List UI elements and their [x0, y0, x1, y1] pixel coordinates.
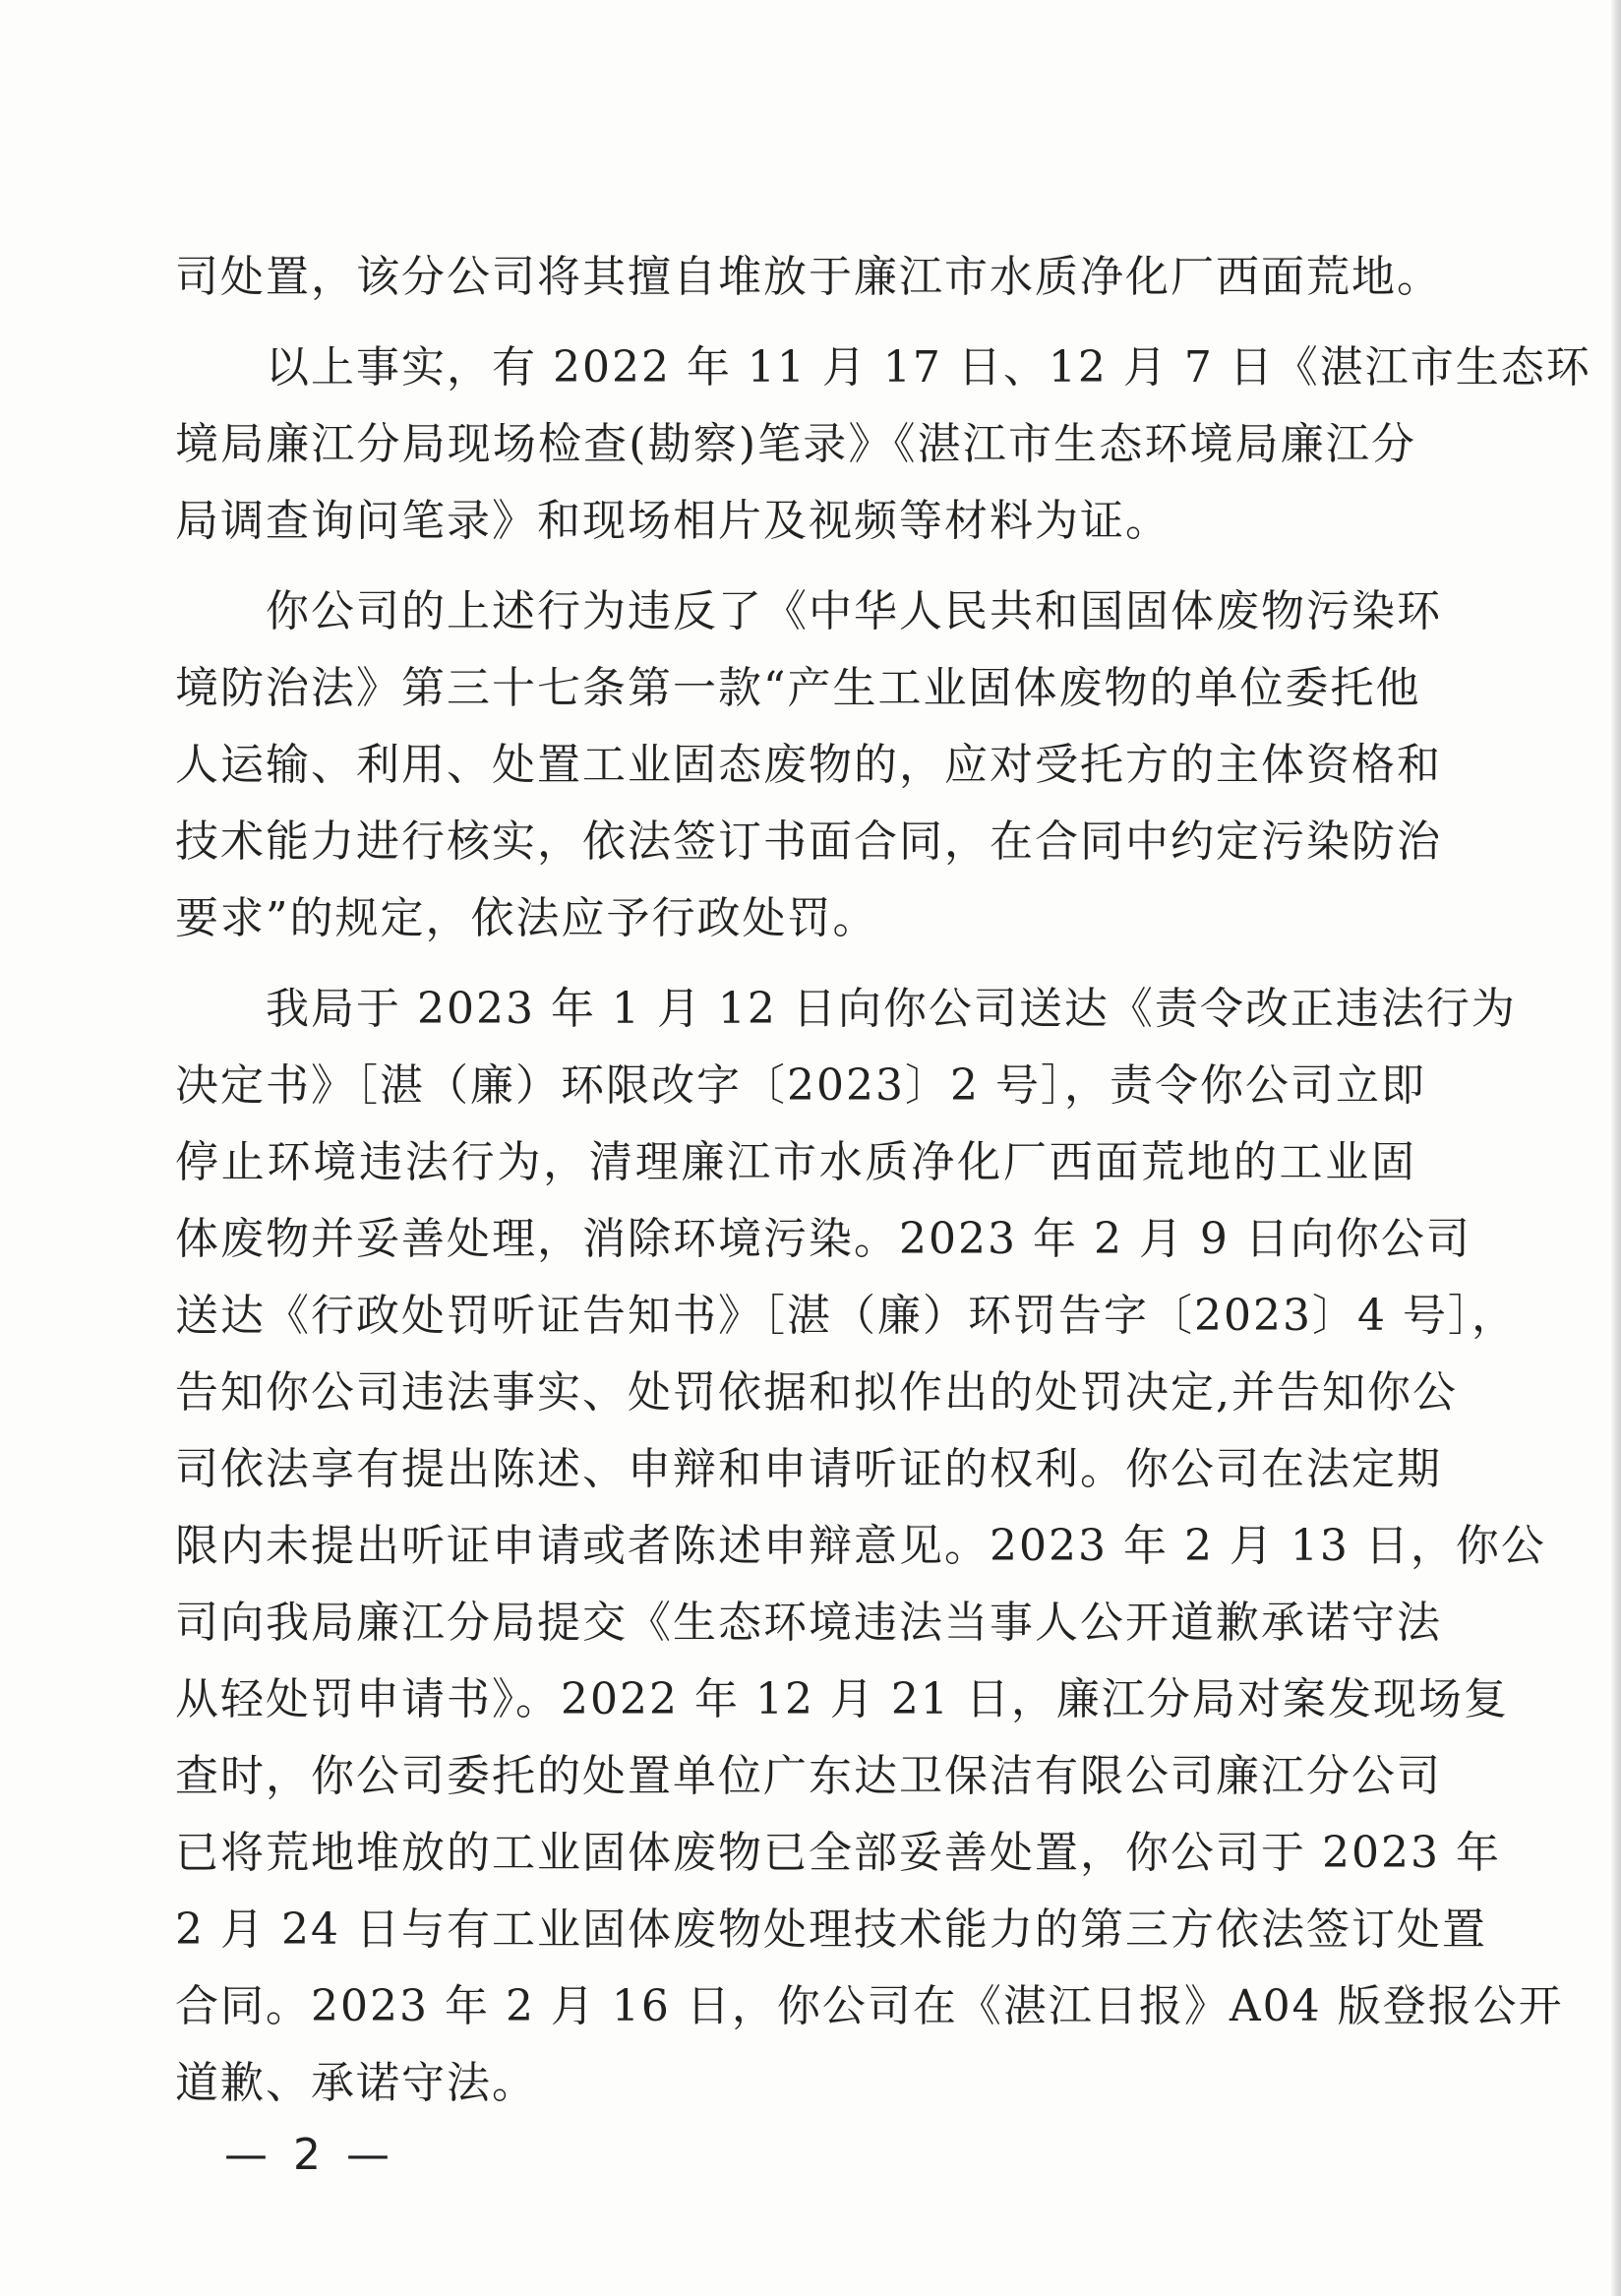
- text-line: 我局于 2023 年 1 月 12 日向你公司送达《责令改正违法行为: [175, 984, 1517, 1034]
- page-number: — 2 —: [224, 2130, 395, 2180]
- text-line: 你公司的上述行为违反了《中华人民共和国固体废物污染环: [175, 586, 1442, 636]
- text-line: 限内未提出听证申请或者陈述申辩意见。2023 年 2 月 13 日，你公: [175, 1521, 1546, 1571]
- text-line: 要求”的规定，依法应予行政处罚。: [175, 893, 878, 943]
- text-line: 司处置，该分公司将其擅自堆放于廉江市水质净化厂西面荒地。: [175, 252, 1442, 302]
- text-line: 告知你公司违法事实、处罚依据和拟作出的处罚决定,并告知你公: [175, 1367, 1458, 1418]
- text-line: 局调查询问笔录》和现场相片及视频等材料为证。: [175, 496, 1171, 546]
- text-line: 决定书》［湛（廉）环限改字〔2023〕2 号］，责令你公司立即: [175, 1060, 1426, 1111]
- text-line: 停止环境违法行为，清理廉江市水质净化厂西面荒地的工业固: [175, 1137, 1416, 1187]
- text-line: 送达《行政处罚听证告知书》［湛（廉）环罚告字〔2023〕4 号］，: [175, 1291, 1517, 1341]
- text-line: 人运输、利用、处置工业固态废物的，应对受托方的主体资格和: [175, 740, 1442, 790]
- text-line: 以上事实，有 2022 年 11 月 17 日、12 月 7 日《湛江市生态环: [175, 342, 1591, 393]
- text-line: 司向我局廉江分局提交《生态环境违法当事人公开道歉承诺守法: [175, 1598, 1442, 1648]
- text-line: 技术能力进行核实，依法签订书面合同，在合同中约定污染防治: [175, 816, 1442, 867]
- scan-edge-shadow: [1611, 0, 1621, 2296]
- text-line: 合同。2023 年 2 月 16 日，你公司在《湛江日报》A04 版登报公开: [175, 1981, 1564, 2031]
- text-line: 2 月 24 日与有工业固体废物处理技术能力的第三方依法签订处置: [175, 1904, 1487, 1955]
- text-line: 境局廉江分局现场检查(勘察)笔录》《湛江市生态环境局廉江分: [175, 419, 1416, 469]
- text-line: 境防治法》第三十七条第一款“产生工业固体废物的单位委托他: [175, 663, 1421, 713]
- text-line: 已将荒地堆放的工业固体废物已全部妥善处置，你公司于 2023 年: [175, 1828, 1501, 1878]
- text-line: 司依法享有提出陈述、申辩和申请听证的权利。你公司在法定期: [175, 1444, 1442, 1494]
- body-text: [175, 239, 1591, 2122]
- text-line: 从轻处罚申请书》。2022 年 12 月 21 日，廉江分局对案发现场复: [175, 1674, 1509, 1724]
- text-line: 查时，你公司委托的处置单位广东达卫保洁有限公司廉江分公司: [175, 1751, 1442, 1801]
- text-line: 体废物并妥善处理，消除环境污染。2023 年 2 月 9 日向你公司: [175, 1214, 1471, 1264]
- text-line: 道歉、承诺守法。: [175, 2058, 537, 2108]
